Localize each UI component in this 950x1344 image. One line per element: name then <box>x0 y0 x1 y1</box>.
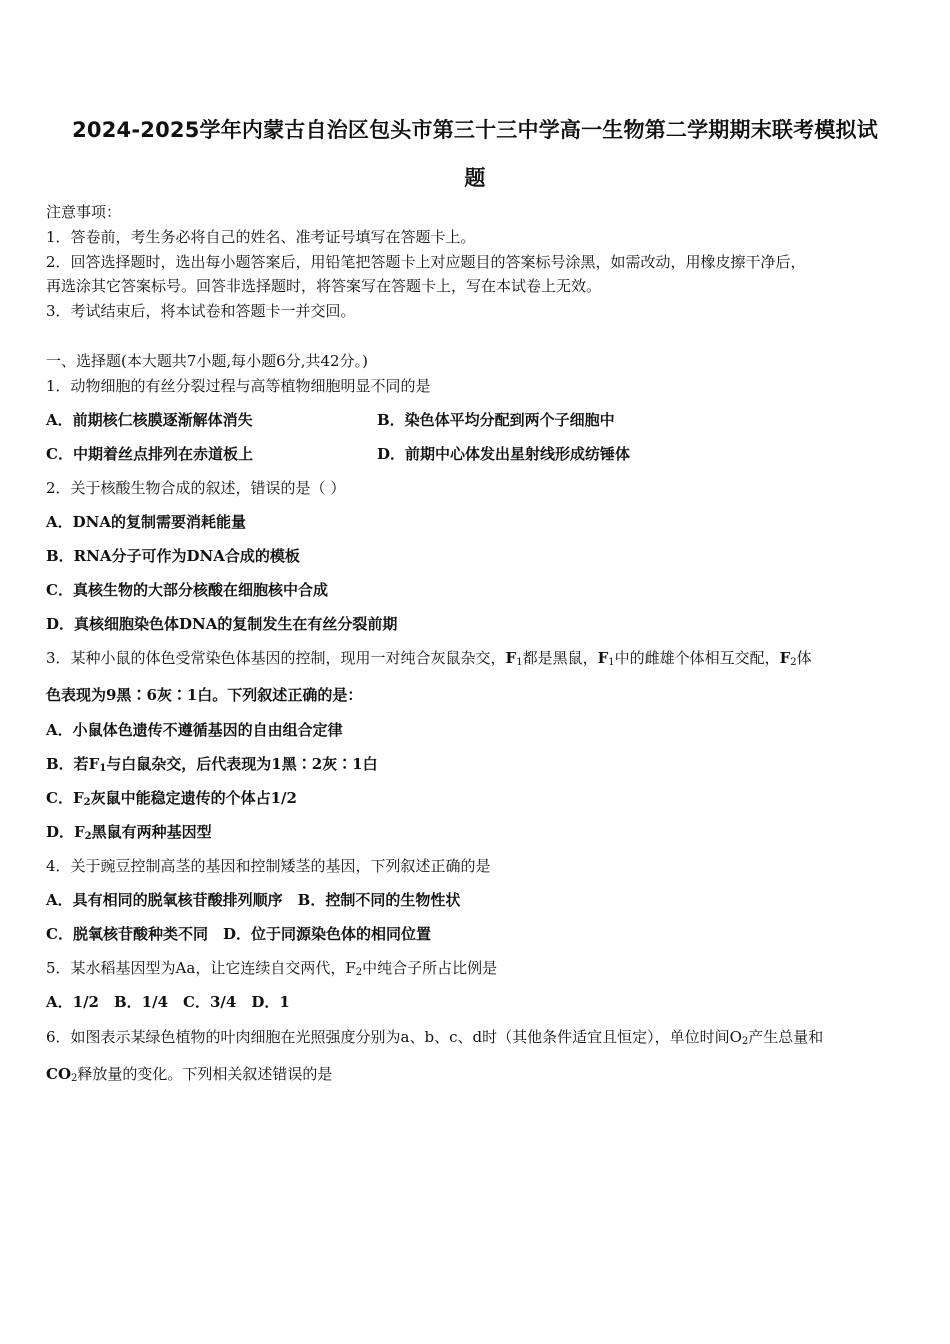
q3-option-b <box>46 754 378 774</box>
q5-stem <box>46 958 497 978</box>
q3-stem-part-1: 3．某种小鼠的体色受常染色体基因的控制，现用一对纯合灰鼠杂交， <box>46 649 506 667</box>
q6-co2-label: CO <box>46 1065 72 1083</box>
q3-option-d-part-2: 黑鼠有两种基因型 <box>91 823 212 841</box>
q6-stem-line-1 <box>46 1027 823 1047</box>
q3-option-c-part-1: C．F <box>46 789 84 807</box>
q3-stem-part-3: 中的雌雄个体相互交配， <box>614 649 780 667</box>
q3-stem-line-2: 色表现为9黑∶6灰∶1白。下列叙述正确的是： <box>46 686 363 704</box>
q3-f2-label: F <box>779 649 791 667</box>
q3-option-d-part-1: D．F <box>46 823 85 841</box>
q4-options-ab: A．具有相同的脱氧核苷酸排列顺序 B．控制不同的生物性状 <box>46 891 461 909</box>
q3-option-d <box>46 822 212 842</box>
notice-item-1: 1．答卷前，考生务必将自己的姓名、准考证号填写在答题卡上。 <box>46 228 476 246</box>
title-line-1: 2024-2025学年内蒙古自治区包头市第三十三中学高一生物第二学期期末联考模拟试 <box>72 118 878 142</box>
q6-stem-line-2 <box>46 1064 332 1084</box>
notice-item-2: 2．回答选择题时，选出每小题答案后，用铅笔把答题卡上对应题目的答案标号涂黑，如需改动，用橡皮擦干净后， <box>46 253 806 271</box>
q2-stem: 2．关于核酸生物合成的叙述，错误的是（ ） <box>46 479 346 497</box>
q6-stem-part-3: 释放量的变化。下列相关叙述错误的是 <box>77 1065 333 1083</box>
q6-co2-sub: 2 <box>71 1073 78 1084</box>
q2-option-d: D．真核细胞染色体DNA的复制发生在有丝分裂前期 <box>46 615 398 633</box>
q3-f2-sub: 2 <box>790 657 797 668</box>
q5-options: A．1/2 B．1/4 C．3/4 D．1 <box>46 993 290 1011</box>
q3-f1-label: F <box>505 649 517 667</box>
q5-stem-part-2: 中纯合子所占比例是 <box>362 959 498 977</box>
q3-option-c <box>46 788 297 808</box>
q3-option-b-part-2: 与白鼠杂交，后代表现为1黑∶2灰∶1白 <box>106 755 378 773</box>
q3-option-a: A．小鼠体色遗传不遵循基因的自由组合定律 <box>46 721 343 739</box>
q5-stem-part-1: 5．某水稻基因型为Aa，让它连续自交两代，F <box>46 959 356 977</box>
q1-option-c: C．中期着丝点排列在赤道板上 <box>46 445 253 463</box>
notice-item-3: 3．考试结束后，将本试卷和答题卡一并交回。 <box>46 302 356 320</box>
q2-option-a: A．DNA的复制需要消耗能量 <box>46 513 246 531</box>
notice-item-2-cont: 再选涂其它答案标号。回答非选择题时，将答案写在答题卡上，写在本试卷上无效。 <box>46 277 602 295</box>
q3-option-b-sub: 1 <box>99 763 107 774</box>
q4-options-cd: C．脱氧核苷酸种类不同 D．位于同源染色体的相同位置 <box>46 925 431 943</box>
q3-f1-sub-2: 1 <box>608 657 615 668</box>
q6-o2-sub: 2 <box>741 1036 749 1047</box>
q1-option-b: B．染色体平均分配到两个子细胞中 <box>377 411 615 429</box>
q5-f2-sub: 2 <box>355 967 363 978</box>
q3-option-b-part-1: B．若F <box>46 755 100 773</box>
notice-heading: 注意事项： <box>46 203 122 221</box>
q4-stem: 4．关于豌豆控制高茎的基因和控制矮茎的基因，下列叙述正确的是 <box>46 857 491 875</box>
q3-option-c-part-2: 灰鼠中能稳定遗传的个体占1/2 <box>90 789 297 807</box>
q6-stem-part-1: 6．如图表示某绿色植物的叶肉细胞在光照强度分别为a、b、c、d时（其他条件适宜且恒定），单位时间O <box>46 1028 742 1046</box>
q1-option-d: D．前期中心体发出星射线形成纺锤体 <box>377 445 631 463</box>
q3-stem-line-1 <box>46 648 812 668</box>
q2-option-c: C．真核生物的大部分核酸在细胞核中合成 <box>46 581 328 599</box>
section-heading: 一、选择题(本大题共7小题,每小题6分,共42分。) <box>46 352 368 370</box>
q2-option-b: B．RNA分子可作为DNA合成的模板 <box>46 547 300 565</box>
exam-title <box>40 106 910 202</box>
q3-option-d-sub: 2 <box>84 831 92 842</box>
q3-stem-part-2: 都是黑鼠， <box>522 649 598 667</box>
q3-stem-part-4: 体 <box>796 649 812 667</box>
q6-stem-part-2: 产生总量和 <box>748 1028 824 1046</box>
q3-f1-label-2: F <box>597 649 609 667</box>
q3-f1-sub: 1 <box>516 657 523 668</box>
title-line-2: 题 <box>464 166 486 190</box>
q1-option-a: A．前期核仁核膜逐渐解体消失 <box>46 411 253 429</box>
q1-stem: 1．动物细胞的有丝分裂过程与高等植物细胞明显不同的是 <box>46 377 431 395</box>
q3-option-c-sub: 2 <box>83 797 91 808</box>
